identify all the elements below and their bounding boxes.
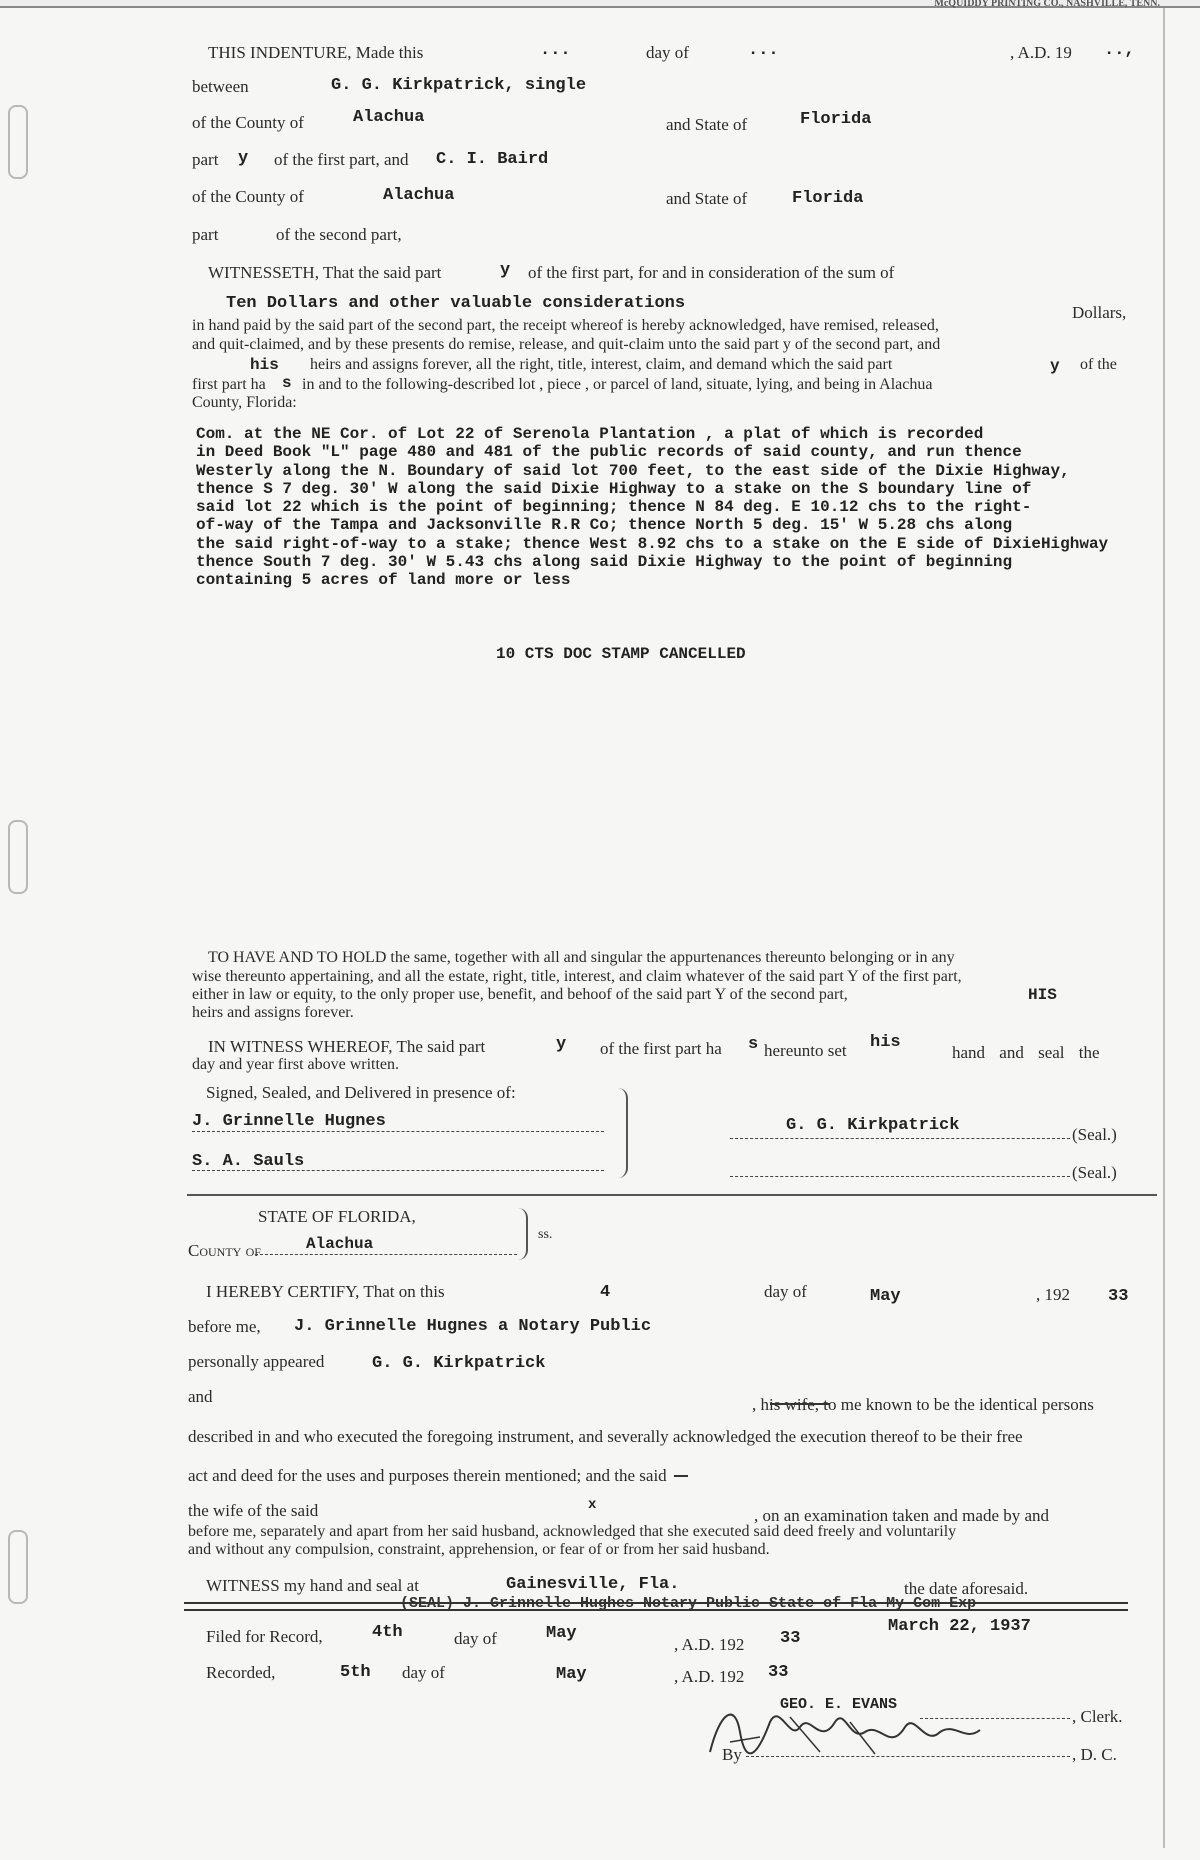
recorded-year: 33 <box>768 1663 789 1682</box>
commission-expires: March 22, 1937 <box>888 1617 1031 1636</box>
grantee-pronoun: his <box>250 356 279 374</box>
ack-county-label: County of <box>188 1241 261 1260</box>
legal-line: thence S 7 deg. 30' W along the said Dixie Highway to a stake on the S boundary line of <box>196 479 1032 498</box>
legal-line: Westerly along the N. Boundary of said lot 700 feet, to the east side of the Dixie Highway, <box>196 461 1070 480</box>
filed-year: 33 <box>780 1629 801 1648</box>
testimonium-text: hand and seal the <box>952 1043 1100 1062</box>
habendum-line: wise thereunto appertaining, and all the estate, right, title, interest, and claim whatever of the said part Y of the first part, <box>192 968 962 985</box>
witnesseth-line: heirs and assigns forever, all the right, title, interest, claim, and demand which the said part <box>310 356 893 373</box>
recorded-day: 5th <box>340 1663 371 1682</box>
ack-appeared-label: personally appeared <box>188 1352 325 1371</box>
x-mark: x <box>588 1497 597 1513</box>
ack-and-label: and <box>188 1387 213 1406</box>
witnesseth-intro-rest: of the first part, for and in consideration of the sum of <box>528 263 895 282</box>
ack-date-aforesaid: the date aforesaid. <box>904 1579 1029 1598</box>
strikethrough <box>184 1602 1128 1604</box>
section-divider <box>187 1194 1157 1196</box>
witnesseth-suffix: y <box>500 261 511 280</box>
ack-witness-label: WITNESS my hand and seal at <box>206 1576 419 1595</box>
first-part-and: of the first part, and <box>274 150 409 169</box>
ack-state: STATE OF FLORIDA, <box>258 1207 416 1226</box>
ack-year-prefix: , 192 <box>1036 1285 1070 1304</box>
signature-line <box>730 1138 1070 1139</box>
ack-appeared-name: G. G. Kirkpatrick <box>372 1354 546 1373</box>
recorded-month: May <box>556 1665 587 1684</box>
grantor-signature: G. G. Kirkpatrick <box>786 1116 960 1135</box>
first-party-name: G. G. Kirkpatrick, single <box>331 76 587 95</box>
printer-mark: McQUIDDY PRINTING CO., NASHVILLE, TENN. <box>934 0 1160 9</box>
filed-day: 4th <box>372 1623 403 1642</box>
day-made: ... <box>540 41 571 60</box>
seal-label: (Seal.) <box>1072 1163 1117 1182</box>
testimonium-text: hereunto set <box>764 1041 847 1060</box>
testimonium-text: IN WITNESS WHEREOF, The said part <box>208 1037 486 1056</box>
binder-hole <box>8 820 28 894</box>
filed-day-of: day of <box>454 1629 497 1648</box>
ack-line: described in and who executed the foregoing instrument, and severally acknowledged the execution thereof to be their free <box>188 1427 1023 1446</box>
stamp-note: 10 CTS DOC STAMP CANCELLED <box>496 645 746 663</box>
witness-2-signature: S. A. Sauls <box>192 1152 305 1171</box>
state-label: and State of <box>666 189 748 208</box>
witness-brace <box>618 1088 628 1178</box>
seal-label: (Seal.) <box>1072 1125 1117 1144</box>
by-label: By <box>722 1745 742 1764</box>
part-label: part <box>192 225 219 244</box>
binder-hole <box>8 105 28 179</box>
first-part-suffix: y <box>238 149 249 168</box>
dc-suffix: , D. C. <box>1072 1745 1117 1764</box>
legal-line: said lot 22 which is the point of beginning; thence N 84 deg. E 10.12 chs to the right- <box>196 498 1032 517</box>
strikethrough <box>184 1609 1128 1611</box>
witnesseth-line: of the <box>1080 356 1117 373</box>
venue-brace <box>518 1208 528 1260</box>
recorded-ad: , A.D. 192 <box>674 1667 745 1686</box>
testimonium-suffix: y <box>556 1035 567 1054</box>
ack-county: Alachua <box>306 1235 374 1253</box>
ack-wife-of-rest: , on an examination taken and made by and <box>754 1506 1050 1525</box>
month-made: ... <box>748 41 779 60</box>
signature-line <box>192 1131 604 1132</box>
county-line <box>255 1254 517 1255</box>
binder-hole <box>8 1530 28 1604</box>
witnesseth-line: first part ha <box>192 376 266 393</box>
testimonium-pronoun: his <box>870 1033 901 1052</box>
legal-line: thence South 7 deg. 30' W 5.43 chs along said Dixie Highway to the point of beginning <box>196 553 1013 572</box>
ack-notary: J. Grinnelle Hugnes a Notary Public <box>294 1317 652 1336</box>
filed-label: Filed for Record, <box>206 1627 323 1646</box>
strikethrough <box>674 1475 688 1477</box>
habendum-his: HIS <box>1028 986 1057 1004</box>
legal-description <box>196 425 1108 590</box>
ad-label: , A.D. 19 <box>1010 43 1072 62</box>
ack-wife-of: the wife of the said <box>188 1501 319 1520</box>
habendum-line: either in law or equity, to the only proper use, benefit, and behoof of the said part Y of the second part, <box>192 986 848 1003</box>
second-party-name: C. I. Baird <box>436 150 549 169</box>
ack-line: before me, separately and apart from her said husband, acknowledged that she executed said deed freely and voluntarily <box>188 1523 957 1540</box>
ack-day: 4 <box>600 1283 611 1302</box>
habendum-line: heirs and assigns forever. <box>192 1004 354 1021</box>
strikethrough <box>770 1403 830 1405</box>
witness-1-signature: J. Grinnelle Hugnes <box>192 1112 386 1131</box>
legal-line: in Deed Book "L" page 480 and 481 of the public records of said county, and run thence <box>196 443 1022 462</box>
page-edge <box>1163 8 1165 1848</box>
legal-line: the said right-of-way to a stake; thence West 8.92 chs to a stake on the E side of DixieHighway <box>196 534 1109 553</box>
grantor-suffix: y <box>1050 357 1060 375</box>
ack-day-of: day of <box>764 1282 807 1301</box>
testimonium-text: day and year first above written. <box>192 1056 400 1073</box>
consideration-amount: Ten Dollars and other valuable considerations <box>226 294 686 313</box>
notary-seal-line: (SEAL) J. Grinnelle Hughes Notary Public State of Fla My Com Exp <box>400 1595 977 1612</box>
recorded-label: Recorded, <box>206 1663 276 1682</box>
dollars-label: Dollars, <box>1072 303 1127 322</box>
signature-line <box>730 1176 1070 1177</box>
day-of-label: day of <box>646 43 689 62</box>
first-state: Florida <box>800 110 872 129</box>
second-county: Alachua <box>383 186 455 205</box>
part-label: part <box>192 150 219 169</box>
ack-ss: ss. <box>538 1227 553 1242</box>
year-made: .., <box>1104 41 1135 60</box>
testimonium-text: of the first part ha <box>600 1039 722 1058</box>
ack-before-me: before me, <box>188 1317 261 1336</box>
second-state: Florida <box>792 189 864 208</box>
first-county: Alachua <box>353 108 425 127</box>
ack-line: act and deed for the uses and purposes therein mentioned; and the said <box>188 1466 667 1485</box>
ack-place: Gainesville, Fla. <box>506 1575 680 1594</box>
county-label: of the County of <box>192 187 304 206</box>
second-part-label: of the second part, <box>276 225 402 244</box>
clerk-suffix: , Clerk. <box>1072 1707 1123 1726</box>
legal-line: containing 5 acres of land more or less <box>196 571 571 590</box>
county-label: of the County of <box>192 113 304 132</box>
witnesseth-line: in hand paid by the said part of the second part, the receipt whereof is hereby acknowledged, have remised, released, <box>192 317 939 334</box>
clerk-name: GEO. E. EVANS <box>780 1696 898 1713</box>
deputy-clerk-signature <box>700 1692 1020 1772</box>
habendum-line: TO HAVE AND TO HOLD the same, together with all and singular the appurtenances thereunto belonging or in any <box>208 949 955 966</box>
witnesseth-line: in and to the following-described lot , piece , or parcel of land, situate, lying, and being in Alachua <box>302 376 933 393</box>
ack-certify: I HEREBY CERTIFY, That on this <box>206 1282 445 1301</box>
signed-in-presence: Signed, Sealed, and Delivered in presence of: <box>206 1083 516 1102</box>
legal-line: Com. at the NE Cor. of Lot 22 of Serenola Plantation , a plat of which is recorded <box>196 425 984 443</box>
indenture-heading: THIS INDENTURE, Made this <box>208 43 424 62</box>
witnesseth-line: County, Florida: <box>192 394 297 411</box>
legal-line: of-way of the Tampa and Jacksonville R.R Co; thence North 5 deg. 15' W 5.28 chs along <box>196 516 1013 535</box>
signature-line <box>192 1170 604 1171</box>
ack-his-wife: , his wife, to me known to be the identical persons <box>752 1395 1094 1414</box>
ack-year: 33 <box>1108 1287 1129 1306</box>
ack-month: May <box>870 1287 901 1306</box>
testimonium-suffix: s <box>748 1035 759 1054</box>
between-label: between <box>192 77 249 96</box>
witnesseth-intro: WITNESSETH, That the said part <box>208 263 442 282</box>
state-label: and State of <box>666 115 748 134</box>
recorded-day-of: day of <box>402 1663 445 1682</box>
filed-ad: , A.D. 192 <box>674 1635 745 1654</box>
witnesseth-line: and quit-claimed, and by these presents do remise, release, and quit-claim unto the said part y of the second part, and <box>192 336 941 353</box>
ack-line: and without any compulsion, constraint, apprehension, or fear of or from her said husband. <box>188 1541 770 1558</box>
grantor-has-suffix: s <box>282 374 292 392</box>
filed-month: May <box>546 1624 577 1643</box>
